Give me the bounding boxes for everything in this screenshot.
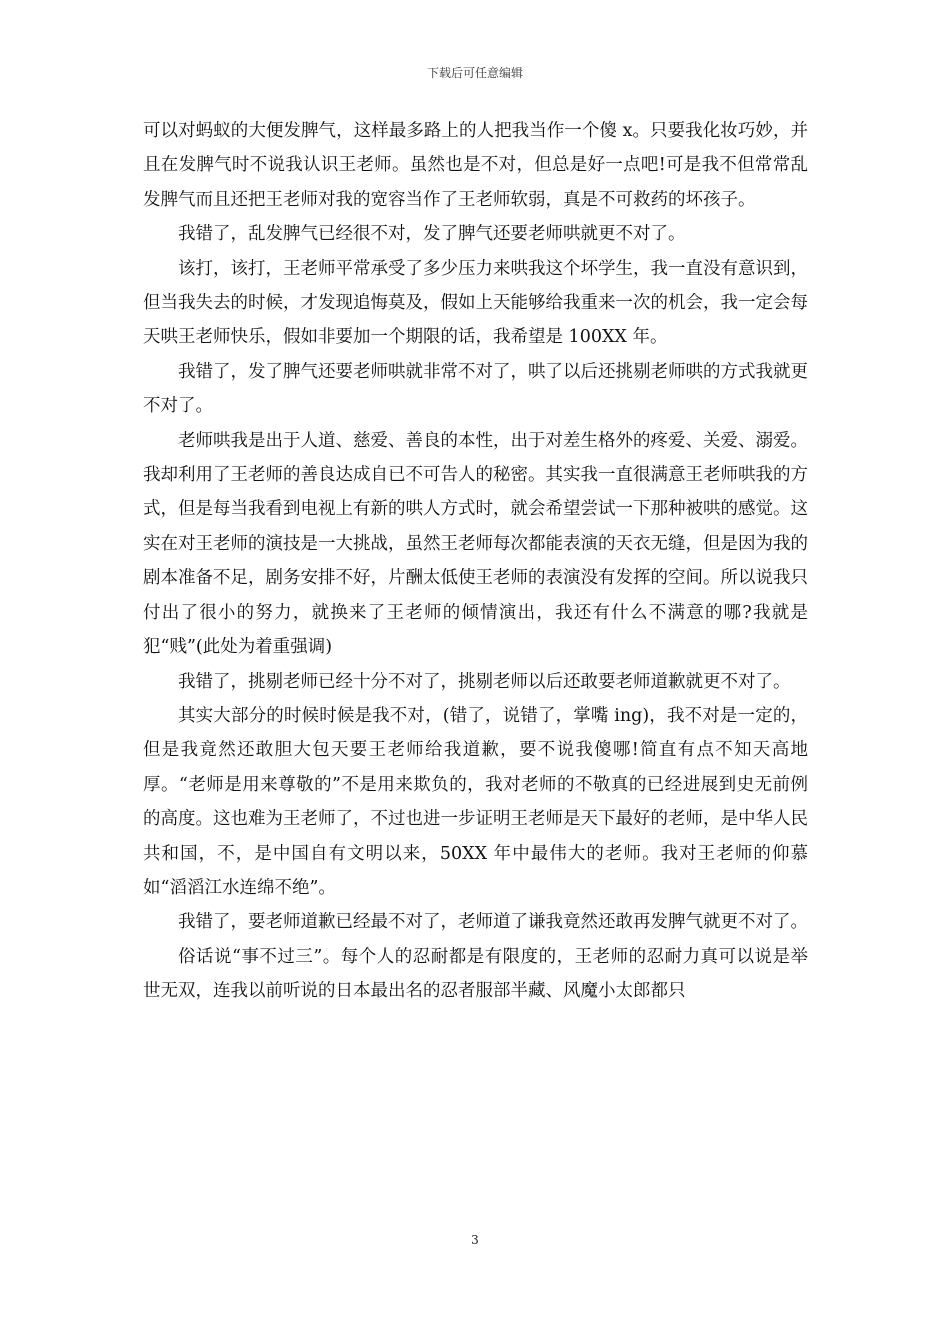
document-body bbox=[143, 114, 808, 1009]
paragraph: 我错了，挑剔老师已经十分不对了，挑剔老师以后还敢要老师道歉就更不对了。 bbox=[178, 671, 791, 692]
page-header: 下载后可任意编辑 bbox=[426, 66, 523, 80]
paragraph: 老师哄我是出于人道、慈爱、善良的本性，出于对差生格外的疼爱、关爱、溺爱。我却利用了王老师的善良达成自已不可告人的秘密。其实我一直很满意王老师哄我的方式，但是每当我看到电视上有新的哄人方式时，就会希望尝试一下那种被哄的感觉。这实在对王老师的演技是一大挑战，虽然王老师每次都能表演的天衣无缝，但是因为我的剧本准备不足，剧务安排不好，片酬太低使王老师的表演没有发挥的空间。所以说我只付出了很小的努力，就换来了王老师的倾情演出，我还有什么不满意的哪?我就是犯“贱”(此处为着重强调) bbox=[143, 430, 808, 658]
paragraph: 我错了，发了脾气还要老师哄就非常不对了，哄了以后还挑剔老师哄的方式我就更不对了。 bbox=[143, 361, 808, 417]
paragraph: 可以对蚂蚁的大便发脾气，这样最多路上的人把我当作一个傻 x。只要我化妆巧妙，并且在发脾气时不说我认识王老师。虽然也是不对，但总是好一点吧!可是我不但常常乱发脾气而且还把王老师对我的宽容当作了王老师软弱，真是不可救药的坏孩子。 bbox=[143, 121, 808, 210]
paragraph: 我错了，乱发脾气已经很不对，发了脾气还要老师哄就更不对了。 bbox=[178, 224, 686, 245]
page-number: 3 bbox=[471, 1233, 479, 1247]
paragraph: 其实大部分的时候时候是我不对，(错了，说错了，掌嘴 ing)，我不对是一定的，但是我竟然还敢胆大包天要王老师给我道歉，要不说我傻哪!简直有点不知天高地厚。“老师是用来尊敬的”不是用来欺负的，我对老师的不敬真的已经进展到史无前例的高度。这也难为王老师了，不过也进一步证明王老师是天下最好的老师，是中华人民共和国，不，是中国自有文明以来，50XX 年中最伟大的老师。我对王老师的仰慕如“滔滔江水连绵不绝”。 bbox=[143, 705, 808, 898]
paragraph: 我错了，要老师道歉已经最不对了，老师道了谦我竟然还敢再发脾气就更不对了。 bbox=[178, 912, 808, 933]
paragraph: 该打，该打，王老师平常承受了多少压力来哄我这个坏学生，我一直没有意识到，但当我失去的时候，才发现追悔莫及，假如上天能够给我重来一次的机会，我一定会每天哄王老师快乐，假如非要加一个期限的话，我希望是 100XX 年。 bbox=[143, 258, 808, 348]
paragraph: 俗话说“事不过三”。每个人的忍耐都是有限度的，王老师的忍耐力真可以说是举世无双，连我以前听说的日本最出名的忍者服部半藏、风魔小太郎都只 bbox=[143, 946, 808, 1002]
